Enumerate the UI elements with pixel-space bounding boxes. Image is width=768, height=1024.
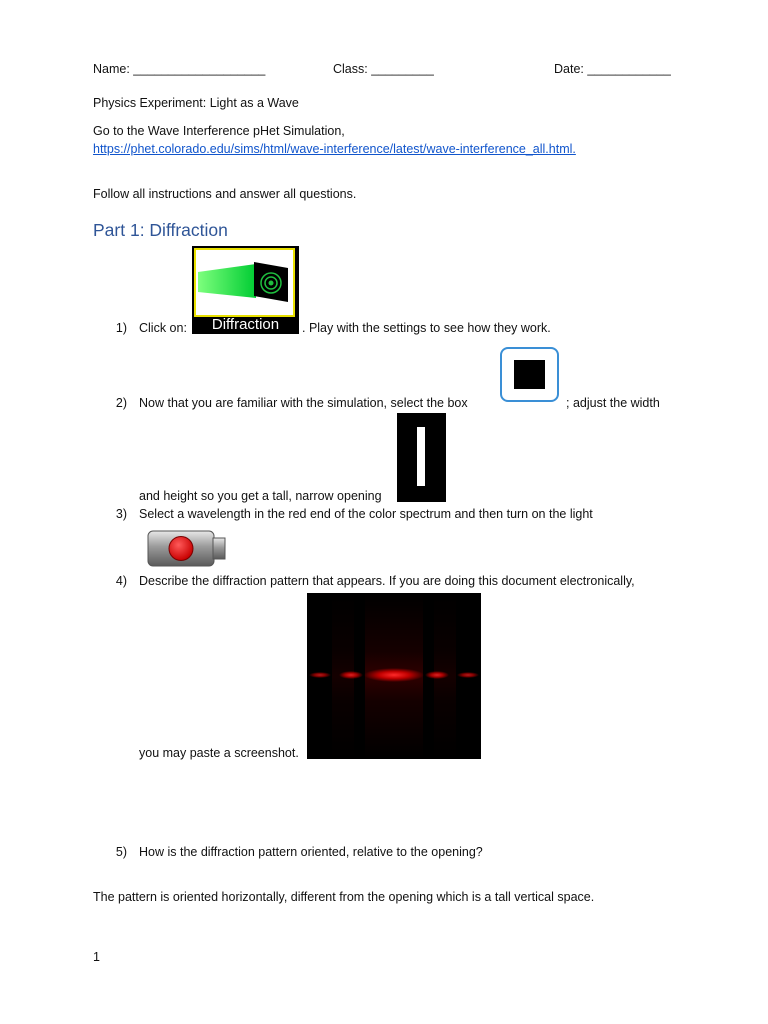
name-field: Name: ___________________ — [93, 62, 266, 76]
step-2-text: Now that you are familiar with the simulation, select the box — [139, 396, 468, 410]
class-field: Class: _________ — [333, 62, 434, 76]
step-4-text: Describe the diffraction pattern that appears. If you are doing this document electronically, — [139, 574, 635, 588]
step-5-number: 5) — [115, 845, 127, 859]
document-title: Physics Experiment: Light as a Wave — [93, 96, 299, 110]
step-4-continuation: you may paste a screenshot. — [139, 746, 299, 760]
step-2-continuation: and height so you get a tall, narrow opening — [139, 489, 382, 503]
step-5-text: How is the diffraction pattern oriented, relative to the opening? — [139, 845, 483, 859]
instructions-line: Follow all instructions and answer all questions. — [93, 187, 357, 201]
page-number: 1 — [93, 950, 100, 964]
laser-button-icon — [147, 530, 227, 567]
step-1-number: 1) — [115, 321, 127, 335]
simulation-link[interactable]: https://phet.colorado.edu/sims/html/wave-interference/latest/wave-interference_all.html. — [93, 142, 576, 156]
step-1-text-after: . Play with the settings to see how they work. — [302, 321, 551, 335]
diffraction-icon — [192, 246, 299, 334]
step-1-text: Click on: — [139, 321, 187, 335]
diffraction-beam-graphic — [196, 250, 293, 315]
box-select-icon — [500, 347, 559, 402]
step-4-number: 4) — [115, 574, 127, 588]
step-2-text-after: ; adjust the width — [566, 396, 660, 410]
narrow-opening-icon — [397, 413, 446, 502]
answer-text: The pattern is oriented horizontally, different from the opening which is a tall vertical space. — [93, 890, 595, 904]
date-field: Date: ____________ — [554, 62, 671, 76]
step-2-number: 2) — [115, 396, 127, 410]
step-3-number: 3) — [115, 507, 127, 521]
diffraction-pattern-image — [307, 593, 481, 759]
step-3-text: Select a wavelength in the red end of the color spectrum and then turn on the light — [139, 507, 593, 521]
intro-line: Go to the Wave Interference pHet Simulation, — [93, 124, 345, 138]
part1-heading: Part 1: Diffraction — [93, 220, 228, 240]
diffraction-icon-label: Diffraction — [211, 316, 280, 333]
